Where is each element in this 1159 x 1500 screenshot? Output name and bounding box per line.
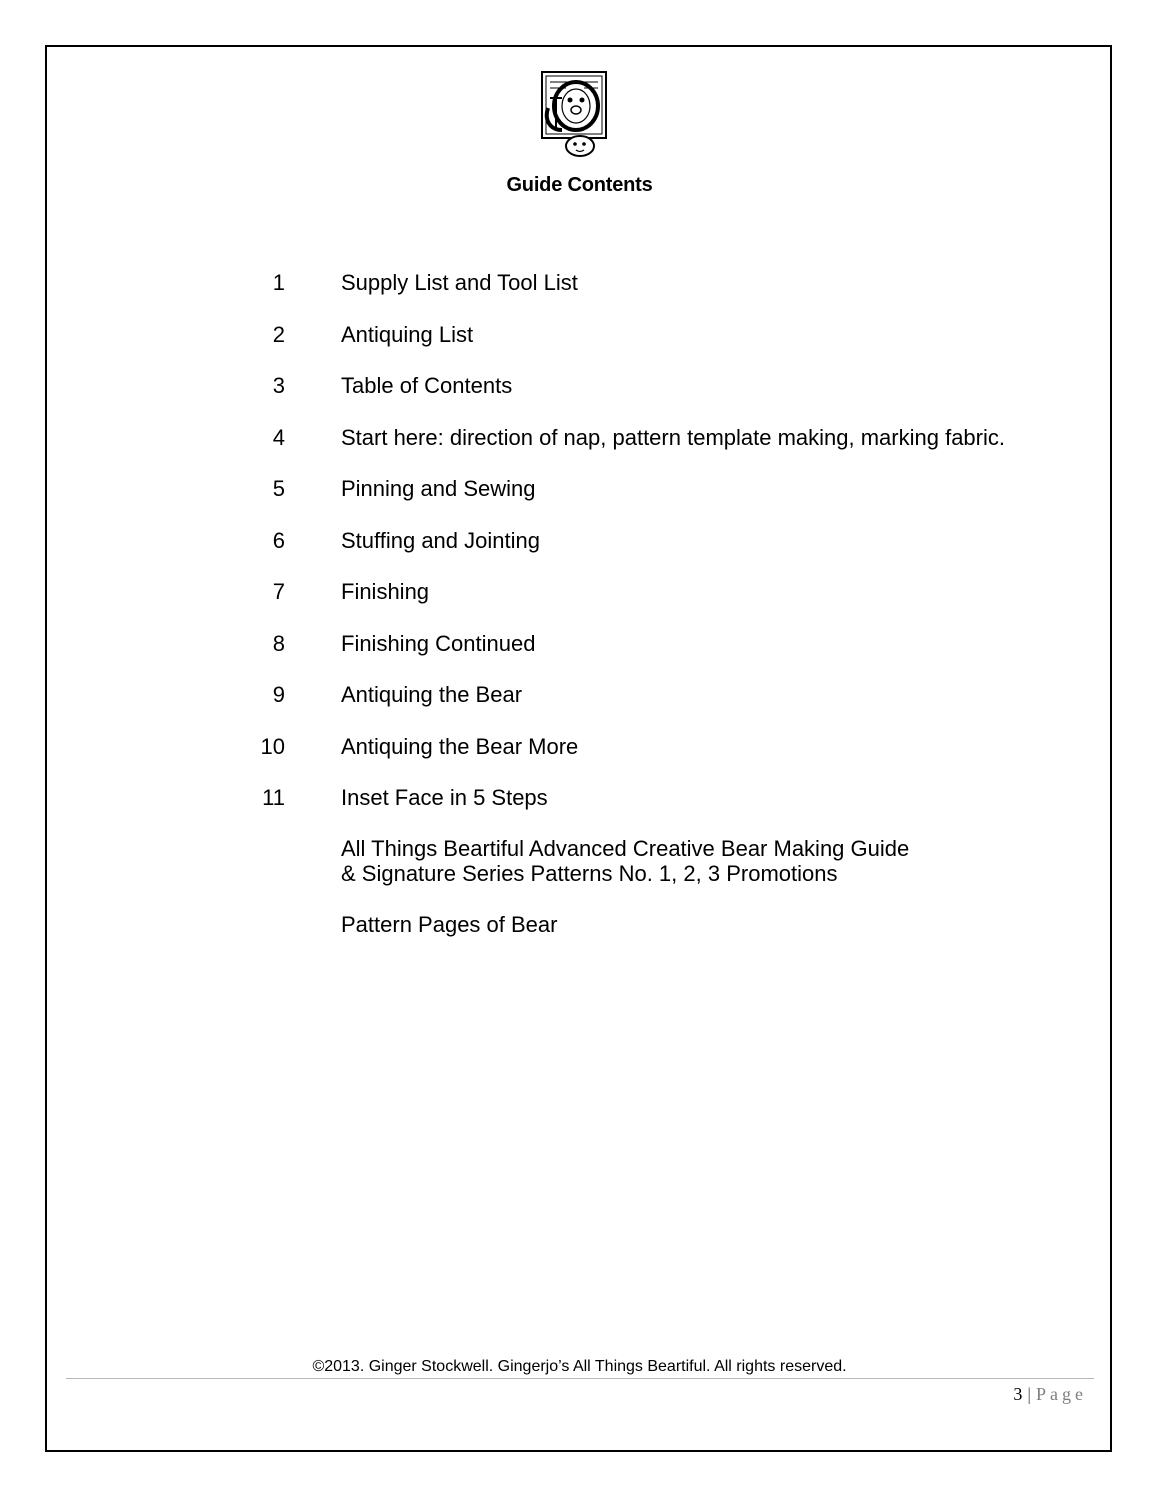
toc-row — [240, 373, 1060, 425]
footer-divider — [66, 1378, 1094, 1379]
toc-label: Inset Face in 5 Steps — [341, 785, 548, 810]
toc-label: Pinning and Sewing — [341, 476, 536, 501]
toc-number: 5 — [272, 476, 285, 501]
toc-row — [240, 476, 1060, 528]
toc-number: 9 — [272, 682, 285, 707]
toc-row — [240, 682, 1060, 734]
toc-label: Antiquing List — [341, 321, 474, 347]
toc-label: Finishing — [341, 579, 430, 604]
toc-number: 6 — [272, 527, 285, 553]
toc-row — [240, 785, 1060, 837]
table-of-contents — [240, 270, 1060, 837]
toc-label: Supply List and Tool List — [341, 270, 578, 295]
toc-pattern-pages-entry: Pattern Pages of Bear — [341, 912, 558, 937]
toc-number: 1 — [272, 270, 285, 295]
toc-row — [240, 528, 1060, 580]
toc-row — [240, 631, 1060, 683]
toc-label: Start here: direction of nap, pattern template making, marking fabric. — [341, 424, 1005, 450]
toc-promotions-line-1: All Things Beartiful Advanced Creative Bear Making Guide — [341, 836, 910, 861]
toc-promotions-entry — [341, 836, 909, 886]
page-number-value: 3 — [1013, 1384, 1023, 1404]
copyright-notice: ©2013. Ginger Stockwell. Gingerjo’s All Things Beartiful. All rights reserved. — [312, 1358, 847, 1375]
toc-number: 8 — [272, 630, 285, 656]
toc-number: 2 — [272, 321, 285, 347]
bear-monogram-logo-icon — [536, 68, 614, 160]
page-number-separator: | — [1027, 1384, 1031, 1404]
toc-row — [240, 270, 1060, 322]
toc-promotions-line-2: & Signature Series Patterns No. 1, 2, 3 Promotions — [341, 861, 838, 886]
toc-row — [240, 322, 1060, 374]
toc-number: 7 — [272, 579, 285, 604]
page-word: Page — [1036, 1384, 1087, 1404]
page-number — [1013, 1384, 1087, 1405]
toc-label: Stuffing and Jointing — [341, 527, 540, 553]
toc-row — [240, 734, 1060, 786]
toc-label: Finishing Continued — [341, 630, 536, 656]
toc-row — [240, 425, 1060, 477]
toc-number: 3 — [272, 373, 285, 398]
toc-label: Antiquing the Bear — [341, 682, 523, 707]
page-title: Guide Contents — [506, 174, 653, 196]
toc-number: 11 — [262, 785, 285, 810]
toc-number: 10 — [260, 733, 285, 759]
toc-label: Antiquing the Bear More — [341, 733, 579, 759]
toc-number: 4 — [272, 424, 285, 450]
toc-row — [240, 579, 1060, 631]
toc-label: Table of Contents — [341, 373, 513, 398]
